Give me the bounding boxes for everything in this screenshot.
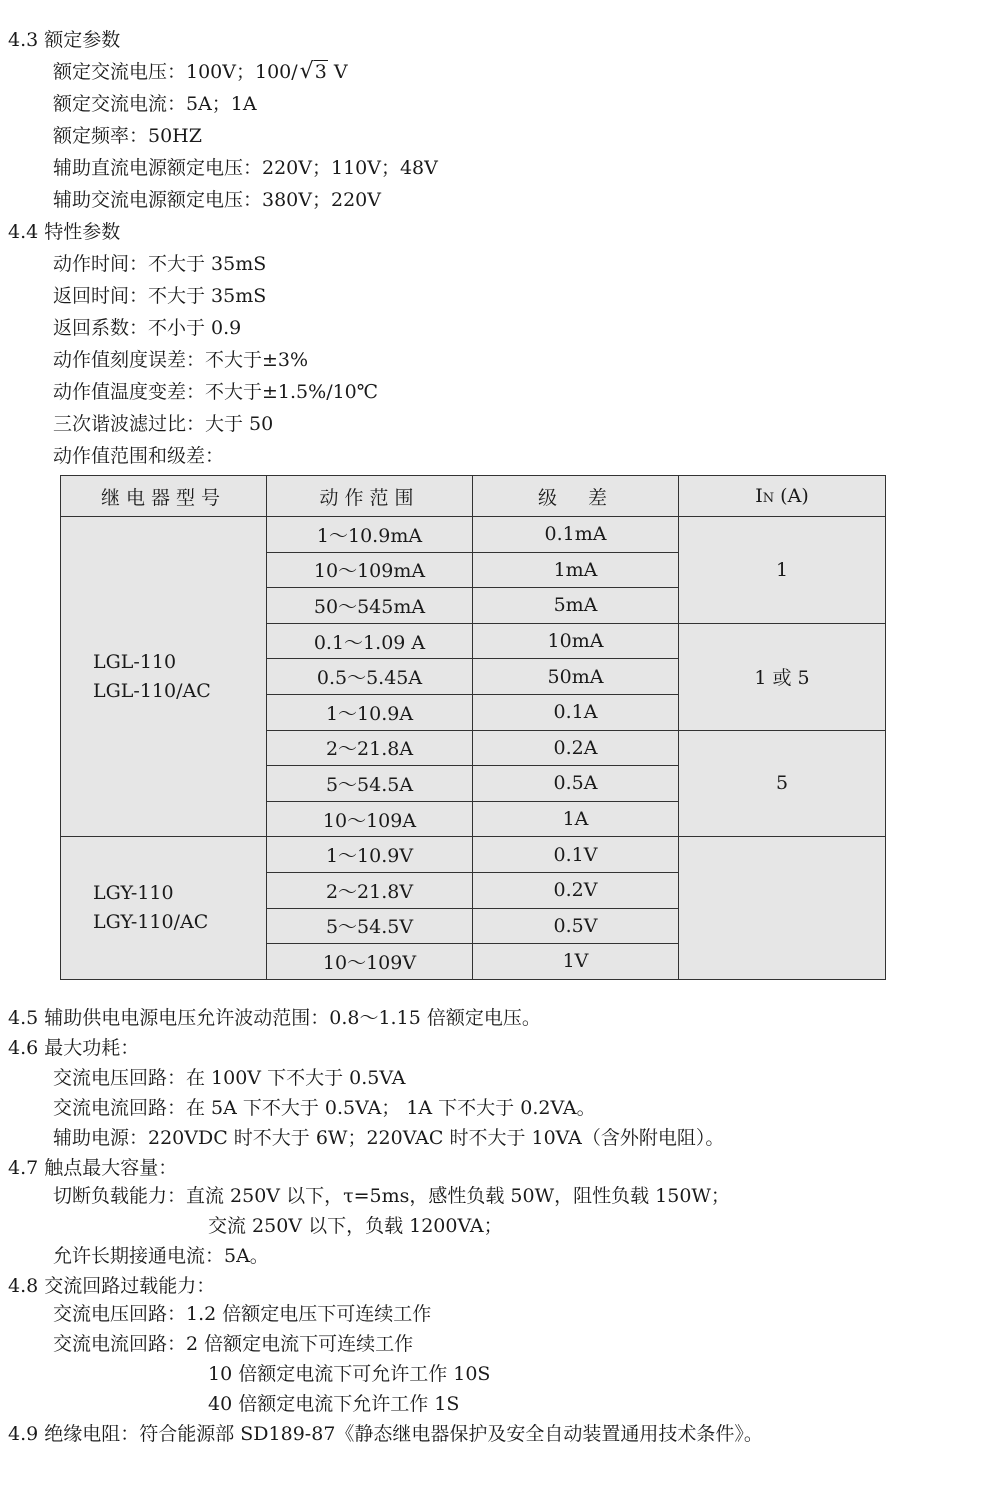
model-lgl-110: LGL-110 [93,650,177,673]
table-header-row [61,476,886,517]
model-lgy-110-ac: LGY-110/AC [93,911,209,934]
temperature-drift-line: 动作值温度变差：不大于±1.5%/10℃ [53,381,379,403]
range-cell: 2～21.8A [267,730,473,766]
sqrt-symbol: √3 [299,59,327,84]
section-heading-4-4: 4.4 特性参数 [8,221,121,243]
in-cell: 1 或 5 [679,623,886,730]
step-cell: 10mA [473,623,679,659]
step-cell: 0.5V [473,908,679,944]
section-heading-4-6: 4.6 最大功耗： [8,1037,140,1059]
return-ratio-line: 返回系数：不小于 0.9 [53,317,242,339]
step-cell: 50mA [473,659,679,695]
header-in [679,476,886,517]
range-cell: 0.1～1.09 A [267,623,473,659]
step-cell: 0.1A [473,694,679,730]
aux-dc-voltage-line: 辅助直流电源额定电压：220V；110V；48V [53,157,438,179]
range-cell: 1～10.9A [267,694,473,730]
section-heading-4-7: 4.7 触点最大容量： [8,1157,178,1179]
range-cell: 5～54.5A [267,766,473,802]
step-cell: 1A [473,801,679,837]
aux-power-line: 辅助电源：220VDC 时不大于 6W；220VAC 时不大于 10VA（含外附电阻）。 [53,1127,725,1149]
ac-current-circuit-power-line: 交流电流回路：在 5A 下不大于 0.5VA； 1A 下不大于 0.2VA。 [53,1097,596,1119]
section-heading-4-3: 4.3 额定参数 [8,29,121,51]
table-row [61,517,886,553]
breaking-capacity-ac-line: 交流 250V 以下，负载 1200VA； [208,1215,503,1237]
header-in-unit: (A) [774,485,809,507]
breaking-capacity-line: 切断负载能力：直流 250V 以下，τ=5ms，感性负载 50W，阻性负载 150W； [53,1185,730,1207]
rated-ac-current-line: 额定交流电流：5A；1A [53,93,257,115]
header-step: 级 差 [473,476,679,517]
range-cell: 1～10.9V [267,837,473,873]
rated-ac-voltage-line [53,60,348,86]
range-step-table [60,475,886,980]
step-cell: 0.5A [473,766,679,802]
ac-voltage-circuit-power-line: 交流电压回路：在 100V 下不大于 0.5VA [53,1067,406,1089]
current-overload-line: 交流电流回路：2 倍额定电流下可连续工作 [53,1333,414,1355]
continuous-current-line: 允许长期接通电流：5A。 [53,1245,269,1267]
range-and-step-label: 动作值范围和级差： [53,445,225,467]
rated-ac-voltage-unit: V [327,61,348,83]
model-cell-lgy [61,837,267,979]
current-overload-40x-line: 40 倍额定电流下允许工作 1S [208,1393,460,1415]
header-relay-model: 继电器型号 [61,476,267,517]
range-cell: 1～10.9mA [267,517,473,553]
scale-error-line: 动作值刻度误差：不大于±3% [53,349,309,371]
step-cell: 5mA [473,588,679,624]
operate-time-line: 动作时间：不大于 35mS [53,253,267,275]
current-overload-10x-line: 10 倍额定电流下可允许工作 10S [208,1363,491,1385]
range-cell: 0.5～5.45A [267,659,473,695]
section-4-5: 4.5 辅助供电电源电压允许波动范围：0.8～1.15 倍额定电压。 [8,1007,541,1029]
step-cell: 1mA [473,552,679,588]
step-cell: 0.2V [473,872,679,908]
range-cell: 10～109V [267,944,473,980]
harmonic-ratio-line: 三次谐波滤过比：大于 50 [53,413,274,435]
voltage-overload-line: 交流电压回路：1.2 倍额定电压下可连续工作 [53,1303,432,1325]
rated-frequency-line: 额定频率：50HZ [53,125,202,147]
in-cell: 1 [679,517,886,624]
range-cell: 2～21.8V [267,872,473,908]
in-cell: 5 [679,730,886,837]
step-cell: 1V [473,944,679,980]
range-cell: 50～545mA [267,588,473,624]
step-cell: 0.1V [473,837,679,873]
range-cell: 10～109A [267,801,473,837]
model-cell-lgl [61,517,267,837]
table-row [61,837,886,873]
step-cell: 0.2A [473,730,679,766]
return-time-line: 返回时间：不大于 35mS [53,285,267,307]
header-operate-range: 动作范围 [267,476,473,517]
header-in-subscript: N [762,491,775,506]
aux-ac-voltage-line: 辅助交流电源额定电压：380V；220V [53,189,381,211]
model-lgy-110: LGY-110 [93,882,174,905]
model-lgl-110-ac: LGL-110/AC [93,679,211,702]
in-cell [679,837,886,979]
range-cell: 10～109mA [267,552,473,588]
step-cell: 0.1mA [473,517,679,553]
header-in-i: I [755,485,763,507]
section-4-9: 4.9 绝缘电阻：符合能源部 SD189-87《静态继电器保护及安全自动装置通用技术条件》。 [8,1423,763,1445]
range-cell: 5～54.5V [267,908,473,944]
sqrt-argument: 3 [314,61,327,83]
section-heading-4-8: 4.8 交流回路过载能力： [8,1275,216,1297]
rated-ac-voltage-text: 额定交流电压：100V；100/ [53,61,298,83]
